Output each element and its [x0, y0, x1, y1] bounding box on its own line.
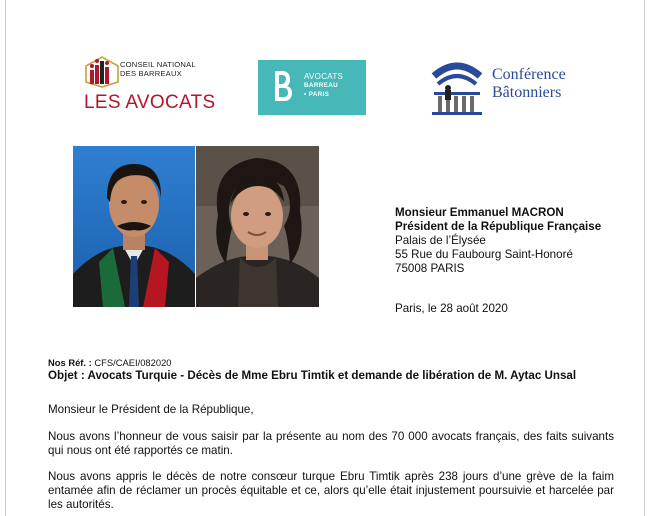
portrait-man-photo: [73, 146, 195, 307]
recipient-title: Président de la République Française: [395, 220, 602, 233]
conference-text: Conférence: [492, 66, 566, 83]
batonniers-text: Bâtonniers: [492, 84, 562, 101]
recipient-address-line3: 75008 PARIS: [395, 262, 465, 275]
reference-line: [48, 357, 172, 368]
body-paragraph-2: Nous avons appris le décès de notre consœur turque Ebru Timtik après 238 jours d’une grève de la faim entamée afin de réclamer un procès équitable et ce, alors qu’elle était injustement poursuivie et harcelée par les autorités.: [48, 470, 614, 511]
letter-subject: Objet : Avocats Turquie - Décès de Mme Ebru Timtik et demande de libération de M. Aytac Unsal: [48, 369, 577, 382]
conference-batonniers-logo: [428, 58, 578, 116]
page-right-edge: [644, 0, 645, 516]
letter-b-icon: [272, 69, 294, 103]
avocats-paris-logo: [258, 60, 366, 115]
avocats-paris-text-barreau: BARREAU: [304, 82, 339, 89]
reference-value: CFS/CAEI/082020: [94, 357, 172, 368]
letter-date: Paris, le 28 août 2020: [395, 302, 508, 315]
cnb-emblem-icon: [84, 56, 120, 88]
recipient-address: [395, 206, 601, 276]
recipient-name: Monsieur Emmanuel MACRON: [395, 206, 564, 219]
portrait-woman-photo: [196, 146, 319, 307]
reference-label: Nos Réf. :: [48, 357, 92, 368]
salutation: Monsieur le Président de la République,: [48, 403, 254, 416]
recipient-address-line1: Palais de l’Élysée: [395, 234, 486, 247]
cnb-logo: [84, 52, 216, 116]
avocats-paris-text-city: • PARIS: [304, 91, 330, 98]
building-emblem-icon: [428, 58, 486, 116]
body-paragraph-1: Nous avons l’honneur de vous saisir par la présente au nom des 70 000 avocats français, des faits suivants qui nous ont été rapportés ce matin.: [48, 430, 614, 457]
page-left-edge: [5, 0, 6, 516]
avocats-paris-text: AVOCATS: [304, 72, 344, 81]
cnb-logo-text: CONSEIL NATIONAL DES BARREAUX: [120, 60, 196, 78]
recipient-address-line2: 55 Rue du Faubourg Saint-Honoré: [395, 248, 573, 261]
cnb-logo-wordmark: LES AVOCATS: [84, 92, 216, 113]
